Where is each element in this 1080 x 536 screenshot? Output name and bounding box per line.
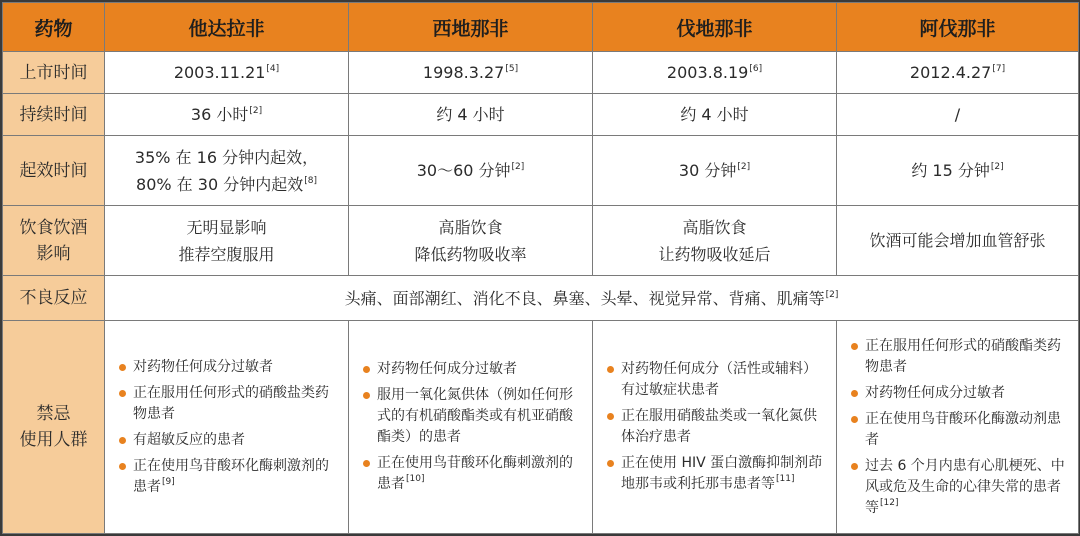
contra-item-text: 服用一氧化氮供体（例如任何形式的有机硝酸酯类或有机亚硝酸酯类）的患者 [377,387,573,445]
row-label-contra [3,321,105,534]
cell-duration-avanafil: / [837,94,1079,136]
food-sildenafil-line1: 高脂饮食 [438,217,503,237]
drug-comparison-table [2,2,1079,534]
contra-item [607,453,826,495]
contra-item-text: 正在服用硝酸盐类或一氧化氮供体治疗患者 [621,408,817,445]
food-vardenafil-line2: 让药物吸收延后 [658,244,771,264]
header-avanafil: 阿伐那非 [837,3,1079,52]
food-label-line1: 饮食饮酒 [19,217,88,238]
ref-duration-tadalafil: [2] [249,106,263,116]
cell-contra-tadalafil [105,321,349,534]
row-adverse [3,276,1079,321]
onset-avanafil-value: 约 15 分钟 [911,161,990,180]
header-sildenafil: 西地那非 [349,3,593,52]
contra-item-text: 对药物任何成分（活性或辅料）有过敏症状患者 [621,361,817,398]
contra-item [363,453,582,495]
cell-launch-sildenafil [349,52,593,94]
cell-adverse [105,276,1079,321]
ref-onset-sildenafil: [2] [511,162,525,172]
contra-item [607,406,826,448]
contra-item-text: 正在使用 HIV 蛋白激酶抑制剂茚地那韦或利托那韦患者等 [621,455,823,492]
cell-onset-vardenafil [593,136,837,206]
ref-launch-tadalafil: [4] [266,64,280,74]
contra-item-text: 正在使用鸟苷酸环化酶刺激剂的患者 [377,455,573,492]
contra-list-vardenafil [593,359,836,495]
contra-item-text: 对药物任何成分过敏者 [865,384,1005,401]
row-food [3,206,1079,276]
row-label-launch: 上市时间 [3,52,105,94]
contra-item [119,456,338,498]
contra-item [607,359,826,401]
cell-duration-tadalafil [105,94,349,136]
launch-tadalafil-value: 2003.11.21 [173,63,266,82]
contra-item [119,430,338,451]
contra-item-ref: [9] [162,476,175,487]
row-onset [3,136,1079,206]
contra-item [119,357,338,378]
contra-item [851,383,1068,404]
contra-item-ref: [12] [880,497,899,508]
contra-item-text: 对药物任何成分过敏者 [377,361,517,377]
cell-duration-vardenafil: 约 4 小时 [593,94,837,136]
row-duration [3,94,1079,136]
launch-avanafil-value: 2012.4.27 [909,63,992,82]
onset-tadalafil-line2: 80% 在 30 分钟内起效 [136,174,304,194]
row-contra [3,321,1079,534]
contra-list-sildenafil [349,359,592,495]
ref-adverse: [2] [825,289,839,300]
onset-tadalafil-line2-wrap [105,171,348,198]
contra-item [363,359,582,380]
onset-tadalafil-line1: 35% 在 16 分钟内起效， [134,147,319,167]
ref-onset-tadalafil: [8] [304,175,317,186]
launch-vardenafil-value: 2003.8.19 [666,63,749,82]
launch-sildenafil-value: 1998.3.27 [422,63,505,82]
contra-list-avanafil [837,336,1078,519]
adverse-text: 头痛、面部潮红、消化不良、鼻塞、头晕、视觉异常、背痛、肌痛等 [344,288,825,308]
food-tadalafil-line2: 推荐空腹服用 [178,244,275,264]
cell-launch-avanafil [837,52,1079,94]
header-row [3,3,1079,52]
contra-list-tadalafil [105,357,348,498]
contra-item [851,409,1068,451]
header-drug: 药物 [3,3,105,52]
row-label-adverse: 不良反应 [3,276,105,321]
contra-item [851,456,1068,519]
cell-food-vardenafil [593,206,837,276]
cell-food-avanafil: 饮酒可能会增加血管舒张 [837,206,1079,276]
food-label-line2: 影响 [36,243,71,264]
food-vardenafil-line1: 高脂饮食 [682,217,747,237]
ref-launch-avanafil: [7] [992,64,1006,74]
cell-onset-sildenafil [349,136,593,206]
header-vardenafil: 伐地那非 [593,3,837,52]
onset-vardenafil-value: 30 分钟 [678,161,737,180]
cell-launch-tadalafil [105,52,349,94]
contra-label-line1: 禁忌 [36,404,71,424]
cell-launch-vardenafil [593,52,837,94]
cell-onset-tadalafil [105,136,349,206]
row-label-onset: 起效时间 [3,136,105,206]
contra-label-line2: 使用人群 [19,430,88,450]
contra-item-text: 过去 6 个月内患有心肌梗死、中风或危及生命的心律失常的患者等 [865,457,1065,516]
cell-food-sildenafil [349,206,593,276]
contra-item [363,385,582,448]
cell-food-tadalafil [105,206,349,276]
contra-item-text: 正在使用鸟苷酸环化酶刺激剂的患者 [133,457,329,495]
contra-item-text: 有超敏反应的患者 [133,431,245,448]
row-label-food [3,206,105,276]
contra-item [851,336,1068,378]
cell-onset-avanafil [837,136,1079,206]
cell-contra-sildenafil [349,321,593,534]
cell-duration-sildenafil: 约 4 小时 [349,94,593,136]
ref-launch-vardenafil: [6] [749,64,763,74]
ref-onset-avanafil: [2] [990,162,1004,172]
onset-sildenafil-value: 30～60 分钟 [416,161,511,180]
contra-item-text: 对药物任何成分过敏者 [133,358,273,375]
cell-contra-vardenafil [593,321,837,534]
row-label-duration: 持续时间 [3,94,105,136]
duration-tadalafil-value: 36 小时 [190,105,249,124]
row-launch [3,52,1079,94]
contra-item-ref: [10] [406,474,425,484]
contra-item-text: 正在服用任何形式的硝酸盐类药物患者 [133,384,329,422]
contra-item-text: 正在服用任何形式的硝酸酯类药物患者 [865,337,1061,375]
contra-item [119,383,338,425]
contra-item-ref: [11] [776,474,795,484]
ref-launch-sildenafil: [5] [505,64,519,74]
food-sildenafil-line2: 降低药物吸收率 [414,244,527,264]
contra-item-text: 正在使用鸟苷酸环化酶激动剂患者 [865,410,1061,448]
food-tadalafil-line1: 无明显影响 [186,217,267,237]
header-tadalafil: 他达拉非 [105,3,349,52]
ref-onset-vardenafil: [2] [737,162,751,172]
cell-contra-avanafil [837,321,1079,534]
